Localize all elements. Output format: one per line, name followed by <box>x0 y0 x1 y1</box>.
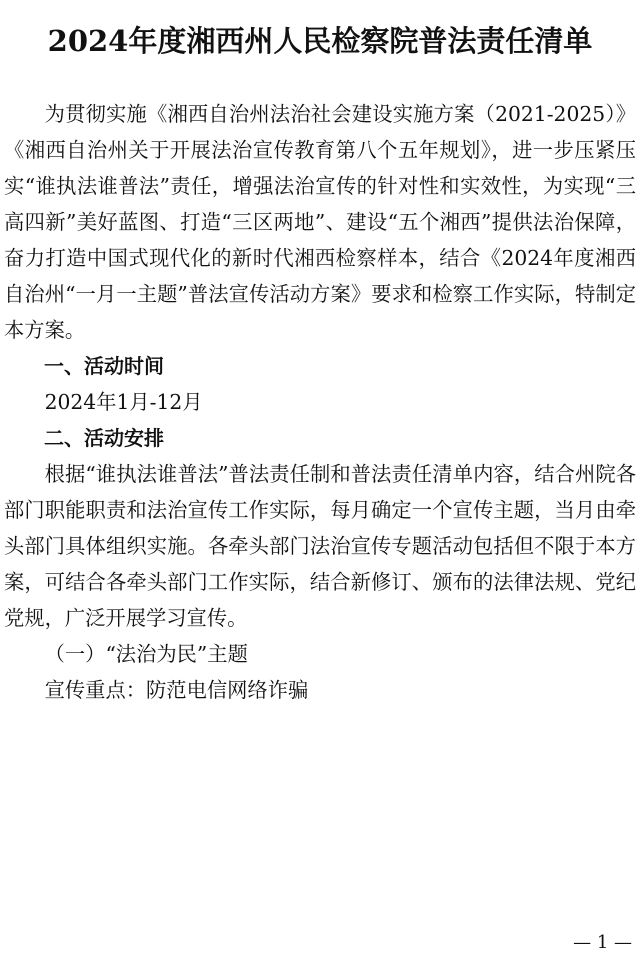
intro-paragraph: 为贯彻实施《湘西自治州法治社会建设实施方案（2021-2025）》《湘西自治州关于开展法治宣传教育第八个五年规划》，进一步压紧压实“谁执法谁普法”责任，增强法治宣传的针对性和实效性，为实现“三高四新”美好蓝图、打造“三区两地”、建设“五个湘西”提供法治保障，奋力打造中国式现代化的新时代湘西检察样本，结合《2024年度湘西自治州“一月一主题”普法宣传活动方案》要求和检察工作实际，特制定本方案。 <box>4 102 636 342</box>
subsection-heading-rule-of-law-for-people: （一）“法治为民”主题 <box>44 642 248 666</box>
publicity-focus-text: 宣传重点：防范电信网络诈骗 <box>44 678 309 702</box>
activity-arrangement-paragraph: 根据“谁执法谁普法”普法责任制和普法责任清单内容，结合州院各部门职能职责和法治宣传工作实际，每月确定一个宣传主题，当月由牵头部门具体组织实施。各牵头部门法治宣传专题活动包括但不限于本方案，可结合各牵头部门工作实际，结合新修订、颁布的法律法规、党纪党规，广泛开展学习宣传。 <box>4 462 636 630</box>
document-title: 2024年度湘西州人民检察院普法责任清单 <box>47 24 593 59</box>
activity-time-text: 2024年1月-12月 <box>44 390 203 414</box>
document-body <box>4 96 636 708</box>
section-heading-activity-time: 一、活动时间 <box>44 354 164 378</box>
page-number: — 1 — <box>573 932 632 953</box>
section-heading-activity-arrangement: 二、活动安排 <box>44 426 164 450</box>
